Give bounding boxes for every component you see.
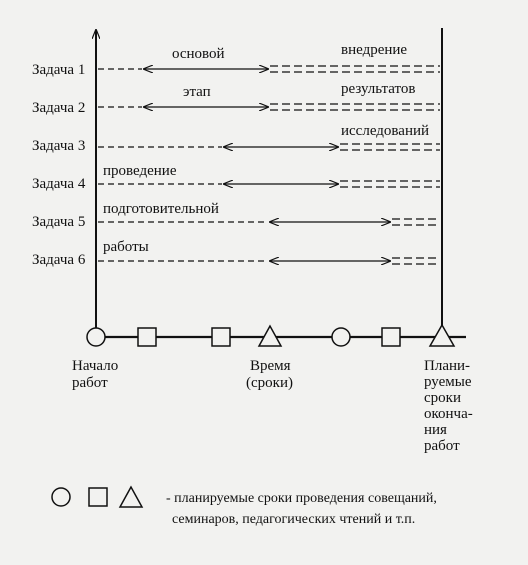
task-row-1: [98, 66, 440, 72]
stage-label-etap: этап: [183, 84, 211, 100]
legend-square: [89, 488, 107, 506]
time-label-line: (сроки): [246, 375, 293, 391]
milestone-triangle: [430, 325, 454, 346]
end-label-line: работ: [424, 438, 460, 454]
task-label-6: Задача 6: [32, 252, 86, 268]
task-label-1: Задача 1: [32, 62, 86, 78]
end-label-line: руемые: [424, 374, 472, 390]
milestone-circle: [87, 328, 105, 346]
right-label-vnedrenie: внедрение: [341, 42, 408, 58]
time-label: [246, 358, 294, 391]
task-row-3: [98, 144, 440, 150]
legend-text-line-2: семинаров, педагогических чтений и т.п.: [172, 512, 416, 527]
task-row-5: [98, 219, 440, 225]
end-label-line: сроки: [424, 390, 461, 406]
end-label-line: оконча-: [424, 406, 473, 422]
legend-text-line-1: - планируемые сроки проведения совещаний,: [166, 491, 437, 506]
legend-triangle: [120, 487, 142, 507]
task-label-2: Задача 2: [32, 100, 86, 116]
milestone-square: [138, 328, 156, 346]
time-label-line: Время: [250, 358, 291, 374]
stage-label-provedenie: проведение: [103, 163, 177, 179]
legend: [52, 487, 437, 527]
task-label-4: Задача 4: [32, 176, 86, 192]
right-label-rezultatov: результатов: [341, 81, 416, 97]
stage-label-podgotovitelnoy: подготовительной: [103, 201, 219, 217]
end-label-line: ния: [424, 422, 447, 438]
milestone-circle: [332, 328, 350, 346]
right-label-issledovaniy: исследований: [341, 123, 430, 139]
task-row-4: [98, 181, 440, 187]
start-label: [72, 358, 122, 391]
stage-label-raboty: работы: [103, 239, 149, 255]
start-label-line: Начало: [72, 358, 119, 374]
stage-label-osnovoy: основой: [172, 46, 225, 62]
task-row-6: [98, 258, 440, 264]
end-label-line: Плани-: [424, 358, 471, 374]
end-label: [424, 358, 477, 454]
milestone-square: [382, 328, 400, 346]
task-label-5: Задача 5: [32, 214, 86, 230]
legend-circle: [52, 488, 70, 506]
start-label-line: работ: [72, 375, 108, 391]
milestone-square: [212, 328, 230, 346]
task-label-3: Задача 3: [32, 138, 86, 154]
task-row-2: [98, 104, 440, 110]
